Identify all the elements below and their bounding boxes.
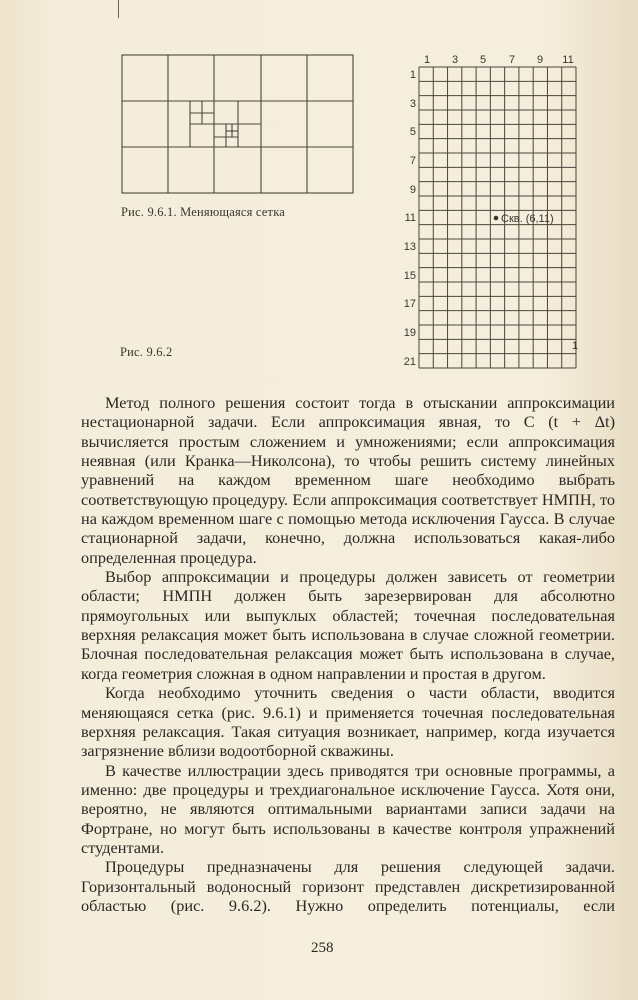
corner-mark: 1 bbox=[571, 340, 579, 352]
col-label: 9 bbox=[536, 54, 544, 66]
row-label: 13 bbox=[403, 241, 416, 253]
row-label: 21 bbox=[403, 356, 416, 368]
paragraph: Процедуры предназначены для решения следующей задачи. Горизонтальный водоносный горизонт представлен дискретизированной областью (рис. 9.6.2). Нужно определить потенциалы, если bbox=[81, 857, 615, 915]
row-label: 3 bbox=[409, 98, 416, 110]
row-label: 15 bbox=[403, 270, 416, 282]
row-label: 17 bbox=[403, 298, 416, 310]
row-label: 5 bbox=[409, 126, 416, 138]
body-text bbox=[81, 393, 615, 915]
row-label: 7 bbox=[409, 155, 416, 167]
row-label: 11 bbox=[404, 212, 416, 224]
figure-1-caption: Рис. 9.6.1. Меняющаяся сетка bbox=[121, 205, 286, 219]
well-label: Скв. (6,11) bbox=[501, 213, 554, 225]
col-label: 5 bbox=[479, 54, 487, 66]
page-number: 258 bbox=[311, 940, 334, 956]
figure-variable-mesh bbox=[0, 0, 638, 380]
col-label: 7 bbox=[508, 54, 516, 66]
row-label: 1 bbox=[409, 69, 416, 81]
row-label: 9 bbox=[409, 184, 416, 196]
col-label: 11 bbox=[562, 54, 574, 66]
figure-discretized-grid bbox=[404, 54, 578, 368]
paragraph: Метод полного решения состоит тогда в отыскании аппроксимации нестационарной задачи. Если аппроксимация явная, то C (t + Δt) вычисляется простым сложением и умножениями; если аппроксимация неявная (или Кранка—Николсона), то чтобы решить систему линейных уравнений на каждом временном шаге необходимо выбрать соответствующую процедуру. Если аппроксимация соответствует НМПН, то на каждом временном шаге с помощью метода исключения Гаусса. В случае стационарной задачи, конечно, должна использоваться какая-либо определенная процедура. bbox=[81, 393, 615, 567]
figure-2-caption: Рис. 9.6.2 bbox=[120, 345, 173, 359]
paragraph: Выбор аппроксимации и процедуры должен зависеть от геометрии области; НМПН должен быть зарезервирован для абсолютно прямоугольных или выпуклых областей; точечная последовательная верхняя релаксация может быть использована в случае сложной геометрии. Блочная последовательная релаксация может быть использована в случае, когда геометрия сложная в одном направлении и простая в другом. bbox=[81, 567, 615, 683]
row-label: 19 bbox=[403, 327, 416, 339]
paragraph: В качестве иллюстрации здесь приводятся три основные программы, а именно: две процедуры и трехдиагональное исключение Гаусса. Хотя они, вероятно, не являются оптимальными вариантами записи задачи на Фортране, но могут быть использованы в качестве контроля упражнений студентами. bbox=[81, 760, 615, 857]
paragraph: Когда необходимо уточнить сведения о части области, вводится меняющаяся сетка (рис. 9.6.1) и применяется точечная последовательная верхняя релаксация. Такая ситуация возникает, например, когда изучается загрязнение вблизи водоотборной скважины. bbox=[81, 683, 615, 761]
col-label: 1 bbox=[423, 54, 431, 66]
well-marker-icon bbox=[494, 216, 499, 221]
col-label: 3 bbox=[451, 54, 459, 66]
